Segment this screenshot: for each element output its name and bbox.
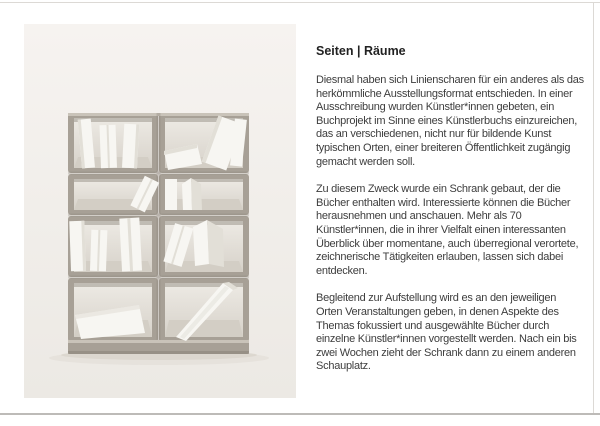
book xyxy=(122,124,139,169)
shelf-base xyxy=(68,340,249,354)
article-paragraph-2: Zu diesem Zweck wurde ein Schrank gebaut, der die Bücher enthalten wird. Interessierte können die Bücher herausnehmen und anschauen. Mehr als 70 Künstler*innen, die in ihrer Vielfalt einen interessanten Überblick über momentane, auch überregional verortete, zeichnerische Tätigkeiten erlauben, lassen sich dabei entdecken. xyxy=(316,183,579,277)
cardboard-shelf-illustration xyxy=(24,24,296,398)
article-paragraph-3: Begleitend zur Aufstellung wird es an den jeweiligen Orten Veranstaltungen geben, in denen Aspekte des Themas fokussiert und ausgewählte Bücher durch einzelne Künstler*innen vorgestellt werden. Nach ein bis zwei Wochen zieht der Schrank dann zu einem anderen Schauplatz. xyxy=(316,292,577,373)
article-paragraph-1: Diesmal haben sich Linienscharen für ein anderes als das herkömmliche Ausstellungsformat entschieden. In einer Ausschreibung wurden Künstler*innen gebeten, ein Buchprojekt im Sinne eines Künstlerbuchs einzureichen, das an verschiedenen, nicht nur für bildende Kunst typischen Orten, einer breiteren Öffentlichkeit zugängig gemacht werden soll. xyxy=(316,74,584,168)
book xyxy=(69,221,86,271)
shelf-row-seam-1 xyxy=(68,172,249,175)
book xyxy=(193,220,224,267)
artwork-photo xyxy=(24,24,296,398)
book xyxy=(182,178,202,210)
page-top-border xyxy=(0,2,600,3)
article-title: Seiten | Räume xyxy=(316,44,406,58)
book xyxy=(90,230,107,272)
shelf-row-seam-2 xyxy=(68,214,249,217)
page-right-border xyxy=(593,2,594,414)
article xyxy=(316,44,584,388)
shelf-column-seam xyxy=(157,113,161,342)
shelf-row-seam-3 xyxy=(68,276,249,279)
book xyxy=(100,125,117,169)
book xyxy=(165,179,177,210)
book xyxy=(119,218,142,272)
page-bottom-rule xyxy=(0,413,600,415)
